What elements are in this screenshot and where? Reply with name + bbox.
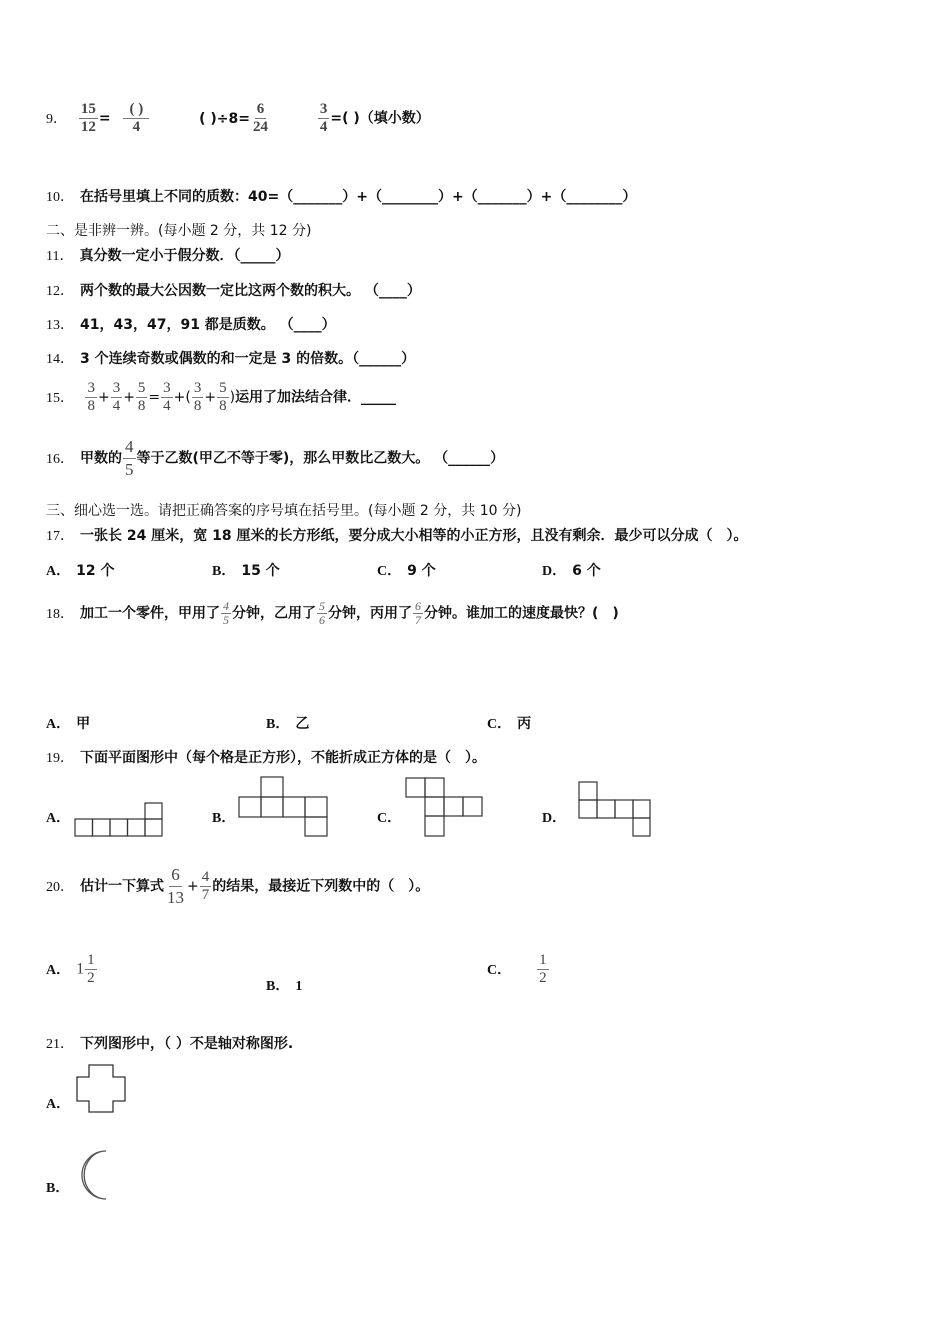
question-9: 9． $\frac{15}{12}$ = $\frac{( )}{4}$ ( )÷8= $\frac{6}{24}$ $\frac{3}{4}$ =( )（填小数） [46, 101, 430, 135]
question-11: 11． 真分数一定小于假分数．（_____） [46, 248, 290, 264]
q19-option-d[interactable]: D． [542, 811, 567, 826]
q17-option-d[interactable]: D． 6 个 [542, 563, 601, 579]
section-2-heading: 二、是非辨一辨。(每小题 2 分，共 12 分) [46, 223, 312, 239]
q19-option-c[interactable]: C． [377, 811, 402, 826]
q20-option-a[interactable]: A． 1 $\frac{1}{2}$ [46, 952, 95, 986]
fraction-6-24: $\frac{6}{24}$ [252, 101, 268, 135]
question-17: 17． 一张长 24 厘米，宽 18 厘米的长方形纸，要分成大小相等的小正方形，且没有剩余．最少可以分成（ ）。 [46, 528, 748, 544]
q21-option-a[interactable]: A． [46, 1097, 71, 1112]
q17-option-c[interactable]: C． 9 个 [377, 563, 436, 579]
q17-option-a[interactable]: A． 12 个 [46, 563, 115, 579]
net-shape-b [238, 776, 330, 838]
question-10: 10． 在括号里填上不同的质数：40=（_______）+（________）+（_______）+（________） [46, 189, 637, 205]
q18-option-c[interactable]: C． 丙 [487, 716, 532, 732]
q20-option-b[interactable]: B． 1 [266, 979, 303, 994]
cross-shape-icon [75, 1064, 127, 1114]
net-shape-d [578, 781, 652, 837]
question-21: 21． 下列图形中，（ ）不是轴对称图形. [46, 1036, 294, 1052]
fraction-4-5: $\frac{4}{5}$ [125, 437, 134, 479]
q20-option-c[interactable]: C． $\frac{1}{2}$ [487, 952, 547, 986]
question-20: 20． 估计一下算式 $\frac{6}{13}$ + $\frac{4}{7}$ 的结果，最接近下列数中的（ ）。 [46, 865, 430, 907]
question-16: 16． 甲数的 $\frac{4}{5}$ 等于乙数(甲乙不等于零)，那么甲数比乙数大。 （______） [46, 437, 505, 479]
question-15: 15． $\frac{3}{8}$ + $\frac{3}{4}$ + $\frac{5}{8}$ = $\frac{3}{4}$ +( $\frac{3}{8}$ + $\frac{5}{8}$ )运用了加法结合律．_____ [46, 380, 397, 414]
q18-option-a[interactable]: A． 甲 [46, 716, 91, 732]
question-14: 14． 3 个连续奇数或偶数的和一定是 3 的倍数。（______） [46, 351, 416, 367]
q19-option-b[interactable]: B． [212, 811, 236, 826]
question-18: 18． 加工一个零件，甲用了 $\frac{4}{5}$ 分钟，乙用了 $\frac{5}{6}$ 分钟，丙用了 $\frac{6}{7}$ 分钟。谁加工的速度最快？( ) [46, 599, 619, 627]
crescent-shape-icon [74, 1149, 114, 1201]
fraction-15-12: $\frac{15}{12}$ [80, 101, 96, 135]
q18-option-b[interactable]: B． 乙 [266, 716, 310, 732]
q21-option-b[interactable]: B． [46, 1181, 70, 1196]
q19-option-a[interactable]: A． [46, 811, 71, 826]
q17-option-b[interactable]: B． 15 个 [212, 563, 280, 579]
question-12: 12． 两个数的最大公因数一定比这两个数的积大。 （____） [46, 283, 421, 299]
section-3-heading: 三、细心选一选。请把正确答案的序号填在括号里。(每小题 2 分，共 10 分) [46, 503, 522, 519]
question-13: 13． 41，43，47，91 都是质数。 （____） [46, 317, 336, 333]
fraction-3-4: $\frac{3}{4}$ [319, 101, 328, 135]
net-shape-c [405, 777, 485, 839]
net-shape-a [74, 802, 164, 838]
fraction-blank-4: $\frac{( )}{4}$ [123, 101, 149, 136]
question-19: 19． 下面平面图形中（每个格是正方形），不能折成正方体的是（ ）。 [46, 750, 486, 766]
